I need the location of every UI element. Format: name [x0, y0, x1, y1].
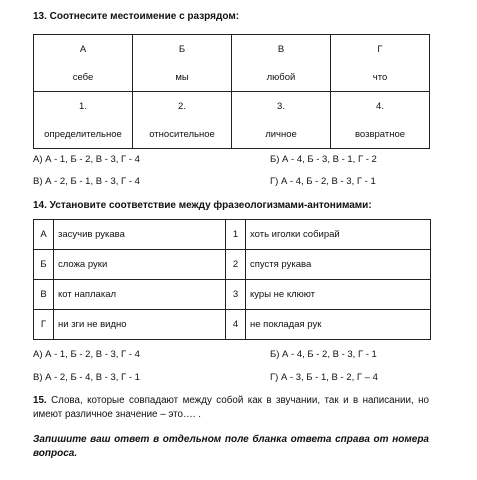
q14-letter-a: А [34, 220, 54, 250]
q14-left-g: ни зги не видно [54, 310, 226, 340]
q13-cell-g [331, 35, 430, 92]
q14-title: 14. Установите соответствие между фразеологизмами-антонимами: [33, 200, 372, 211]
q15-number: 15. [33, 395, 47, 406]
q13-num-4: 4. [376, 101, 384, 112]
q14-num-1: 1 [226, 220, 246, 250]
q13-word-g: что [372, 72, 388, 83]
q13-cat-4: возвратное [354, 129, 406, 140]
q13-cell-2 [133, 92, 232, 149]
q15-body: Слова, которые совпадают между собой как в звучании, так и в написании, но имеют различное значение – это…. . [33, 395, 429, 420]
q14-num-3: 3 [226, 280, 246, 310]
q13-num-1: 1. [79, 101, 87, 112]
q13-letter-v: В [277, 44, 285, 55]
q14-left-b: сложа руки [54, 250, 226, 280]
q14-num-4: 4 [226, 310, 246, 340]
q13-num-3: 3. [277, 101, 285, 112]
q13-cell-1 [34, 92, 133, 149]
q13-table [33, 34, 430, 149]
q13-word-a: себе [72, 72, 94, 83]
q13-answer-d[interactable]: Г) А - 4, Б - 2, В - 3, Г - 1 [270, 176, 376, 187]
q13-cell-a [34, 35, 133, 92]
q14-right-3: куры не клюют [246, 280, 431, 310]
q13-title: 13. Соотнесите местоимение с разрядом: [33, 11, 240, 22]
q14-answer-a[interactable]: А) А - 1, Б - 2, В - 3, Г - 4 [33, 349, 140, 360]
q14-right-4: не покладая рук [246, 310, 431, 340]
q13-num-2: 2. [178, 101, 186, 112]
q14-left-a: засучив рукава [54, 220, 226, 250]
q14-left-v: кот наплакал [54, 280, 226, 310]
q14-letter-v: В [34, 280, 54, 310]
q14-table [33, 219, 431, 340]
q13-letter-b: Б [178, 44, 186, 55]
q13-cell-v [232, 35, 331, 92]
q14-letter-b: Б [34, 250, 54, 280]
q15-text [33, 394, 429, 422]
q14-num-2: 2 [226, 250, 246, 280]
q13-letter-a: А [79, 44, 87, 55]
q13-word-v: любой [266, 72, 296, 83]
q13-cat-2: относительное [149, 129, 215, 140]
q14-right-1: хоть иголки собирай [246, 220, 431, 250]
q14-letter-g: Г [34, 310, 54, 340]
q13-word-b: мы [175, 72, 189, 83]
q14-answer-c[interactable]: В) А - 2, Б - 4, В - 3, Г - 1 [33, 372, 140, 383]
q13-answer-a[interactable]: А) А - 1, Б - 2, В - 3, Г - 4 [33, 154, 140, 165]
q13-cell-4 [331, 92, 430, 149]
q13-letter-g: Г [377, 44, 383, 55]
q13-cat-1: определительное [44, 129, 122, 140]
q14-answer-b[interactable]: Б) А - 4, Б - 2, В - 3, Г - 1 [270, 349, 377, 360]
q13-cell-3 [232, 92, 331, 149]
q13-cat-3: личное [265, 129, 297, 140]
q13-answer-b[interactable]: Б) А - 4, Б - 3, В - 1, Г - 2 [270, 154, 377, 165]
q14-right-2: спустя рукава [246, 250, 431, 280]
q15-instruction: Запишите ваш ответ в отдельном поле бланка ответа справа от номера вопроса. [33, 434, 429, 459]
q13-cell-b [133, 35, 232, 92]
q14-answer-d[interactable]: Г) А - 3, Б - 1, В - 2, Г – 4 [270, 372, 378, 383]
q13-answer-c[interactable]: В) А - 2, Б - 1, В - 3, Г - 4 [33, 176, 140, 187]
